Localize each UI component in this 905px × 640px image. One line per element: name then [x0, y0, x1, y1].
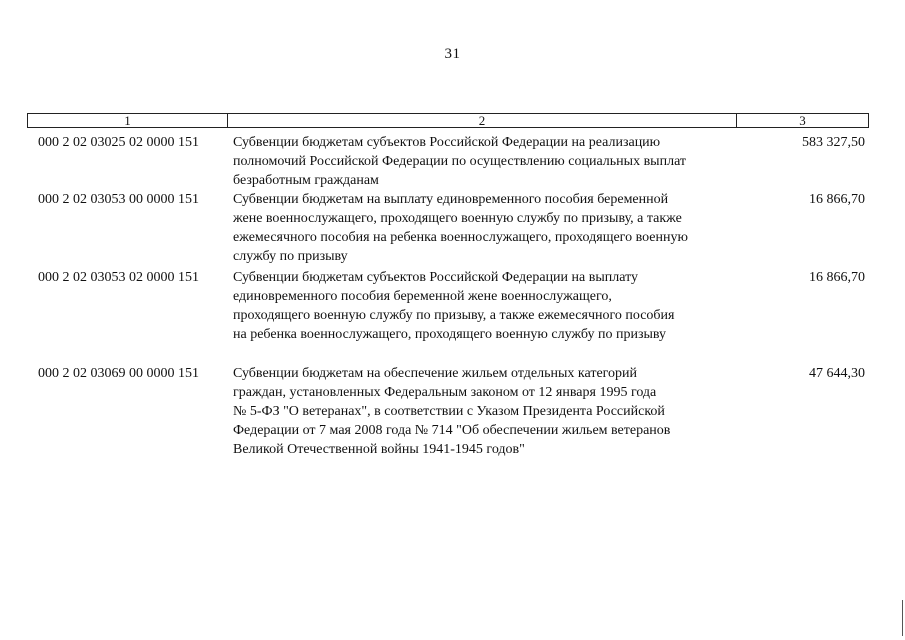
amount-value: 16 866,70 — [809, 270, 865, 285]
description-line: на ребенка военнослужащего, проходящего военную службу по призыву — [233, 327, 667, 342]
description-line: № 5-ФЗ "О ветеранах", в соответствии с Указом Президента Российской — [233, 404, 665, 419]
budget-code: 000 2 02 03025 02 0000 151 — [38, 135, 199, 150]
description-line: Субвенции бюджетам на выплату единовременного пособия беременной — [233, 192, 669, 207]
header-column-2: 2 — [228, 114, 737, 127]
description-line: Субвенции бюджетам субъектов Российской Федерации на реализацию — [233, 135, 661, 150]
description-line: Субвенции бюджетам на обеспечение жильем отдельных категорий — [233, 366, 638, 381]
amount-value: 47 644,30 — [809, 366, 865, 381]
budget-code: 000 2 02 03069 00 0000 151 — [38, 366, 199, 381]
scan-edge-mark — [902, 600, 903, 636]
description-line: граждан, установленных Федеральным законом от 12 января 1995 года — [233, 385, 657, 400]
description-line: Федерации от 7 мая 2008 года № 714 "Об обеспечении жильем ветеранов — [233, 423, 671, 438]
budget-code: 000 2 02 03053 02 0000 151 — [38, 270, 199, 285]
description-line: службу по призыву — [233, 249, 348, 264]
description-line: Субвенции бюджетам субъектов Российской Федерации на выплату — [233, 270, 639, 285]
row-description — [233, 364, 738, 459]
table-header-row — [27, 113, 869, 128]
page-number: 31 — [444, 46, 461, 62]
row-description — [233, 190, 738, 266]
description-line: единовременного пособия беременной жене военнослужащего, — [233, 289, 612, 304]
budget-code: 000 2 02 03053 00 0000 151 — [38, 192, 199, 207]
row-description — [233, 133, 738, 190]
amount-value: 16 866,70 — [809, 192, 865, 207]
description-line: ежемесячного пособия на ребенка военнослужащего, проходящего военную — [233, 230, 688, 245]
header-column-1: 1 — [28, 114, 228, 127]
description-line: жене военнослужащего, проходящего военную службу по призыву, а также — [233, 211, 682, 226]
header-column-3: 3 — [799, 113, 806, 128]
description-line: Великой Отечественной войны 1941-1945 годов" — [233, 442, 525, 457]
amount-value: 583 327,50 — [802, 135, 865, 150]
description-line: полномочий Российской Федерации по осуществлению социальных выплат — [233, 154, 687, 169]
description-line: безработным гражданам — [233, 173, 379, 188]
description-line: проходящего военную службу по призыву, а также ежемесячного пособия — [233, 308, 675, 323]
row-description — [233, 268, 738, 344]
